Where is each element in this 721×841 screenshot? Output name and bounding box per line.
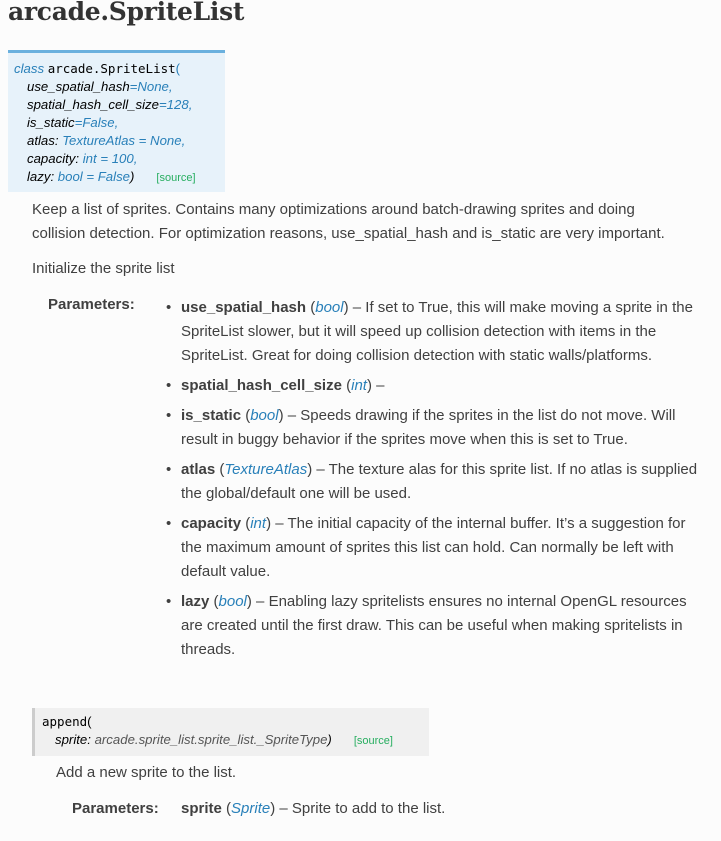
- class-description: Keep a list of sprites. Contains many optimizations around batch-drawing sprites and doing collision detection. For optimization reasons, use_spatial_hash and is_static are very important.: [32, 201, 665, 242]
- source-link[interactable]: [source]: [156, 172, 196, 184]
- type-link[interactable]: bool: [315, 299, 344, 316]
- type-link[interactable]: bool: [218, 593, 247, 610]
- method-signature-append: [32, 708, 429, 756]
- source-link[interactable]: [source]: [353, 735, 393, 747]
- method-name: append: [42, 714, 88, 729]
- param-item-lazy: • lazy (bool) – Enabling lazy spritelists ensures no internal OpenGL resources are created until the first draw. This can be useful when making spritelists in threads.: [163, 590, 708, 662]
- method-param-sprite: sprite: arcade.sprite_list.sprite_list._SpriteType) [source]: [55, 732, 393, 747]
- open-paren: (: [175, 61, 181, 76]
- signature-param-use-spatial-hash: use_spatial_hash=None,: [27, 79, 173, 94]
- bullet-icon: •: [166, 377, 172, 394]
- param-item-atlas: • atlas (TextureAtlas) – The texture alas for this sprite list. If no atlas is supplied the global/default one will be used.: [163, 458, 708, 506]
- signature-param-atlas: atlas: TextureAtlas = None,: [27, 133, 186, 148]
- method-parameters-label: Parameters:: [72, 800, 159, 817]
- signature-param-is-static: is_static=False,: [27, 115, 119, 130]
- class-keyword: class: [14, 61, 45, 76]
- param-item-is-static: • is_static (bool) – Speeds drawing if the sprites in the list do not move. Will result in buggy behavior if the sprites move when this is set to True.: [163, 404, 708, 452]
- page-title: arcade.SpriteList: [8, 0, 245, 26]
- signature-header: [14, 60, 225, 78]
- param-item-capacity: • capacity (int) – The initial capacity of the internal buffer. It’s a suggestion for the maximum amount of sprites this list can hold. Can normally be left with default value.: [163, 512, 708, 584]
- type-link[interactable]: Sprite: [231, 800, 271, 817]
- param-item-use-spatial-hash: • use_spatial_hash (bool) – If set to True, this will make moving a sprite in the SpriteList slower, but it will speed up collision detection with items in the SpriteList. Great for doing collision detection with static walls/platforms.: [163, 296, 708, 368]
- type-link[interactable]: int: [250, 515, 267, 532]
- bullet-icon: •: [166, 461, 172, 478]
- signature-param-lazy: lazy: bool = False) [source]: [27, 169, 196, 184]
- method-header: append(: [42, 714, 92, 729]
- signature-param-capacity: capacity: int = 100,: [27, 151, 138, 166]
- method-param-item-sprite: sprite (Sprite) – Sprite to add to the list.: [181, 800, 446, 817]
- bullet-icon: •: [166, 593, 172, 610]
- type-link[interactable]: int: [351, 377, 367, 394]
- class-signature: [8, 50, 225, 192]
- class-name: arcade.SpriteList: [47, 61, 176, 76]
- parameters-label: Parameters:: [48, 296, 135, 313]
- init-description: Initialize the sprite list: [32, 260, 175, 277]
- method-description: Add a new sprite to the list.: [56, 764, 237, 781]
- bullet-icon: •: [166, 515, 172, 532]
- signature-param-spatial-hash-cell-size: spatial_hash_cell_size=128,: [27, 97, 193, 112]
- bullet-icon: •: [166, 299, 172, 316]
- type-link[interactable]: bool: [250, 407, 279, 424]
- type-link[interactable]: TextureAtlas: [224, 461, 308, 478]
- type-link[interactable]: TextureAtlas: [62, 133, 136, 148]
- parameter-list: [163, 296, 708, 668]
- bullet-icon: •: [166, 407, 172, 424]
- param-item-spatial-hash-cell-size: • spatial_hash_cell_size (int) –: [163, 374, 708, 398]
